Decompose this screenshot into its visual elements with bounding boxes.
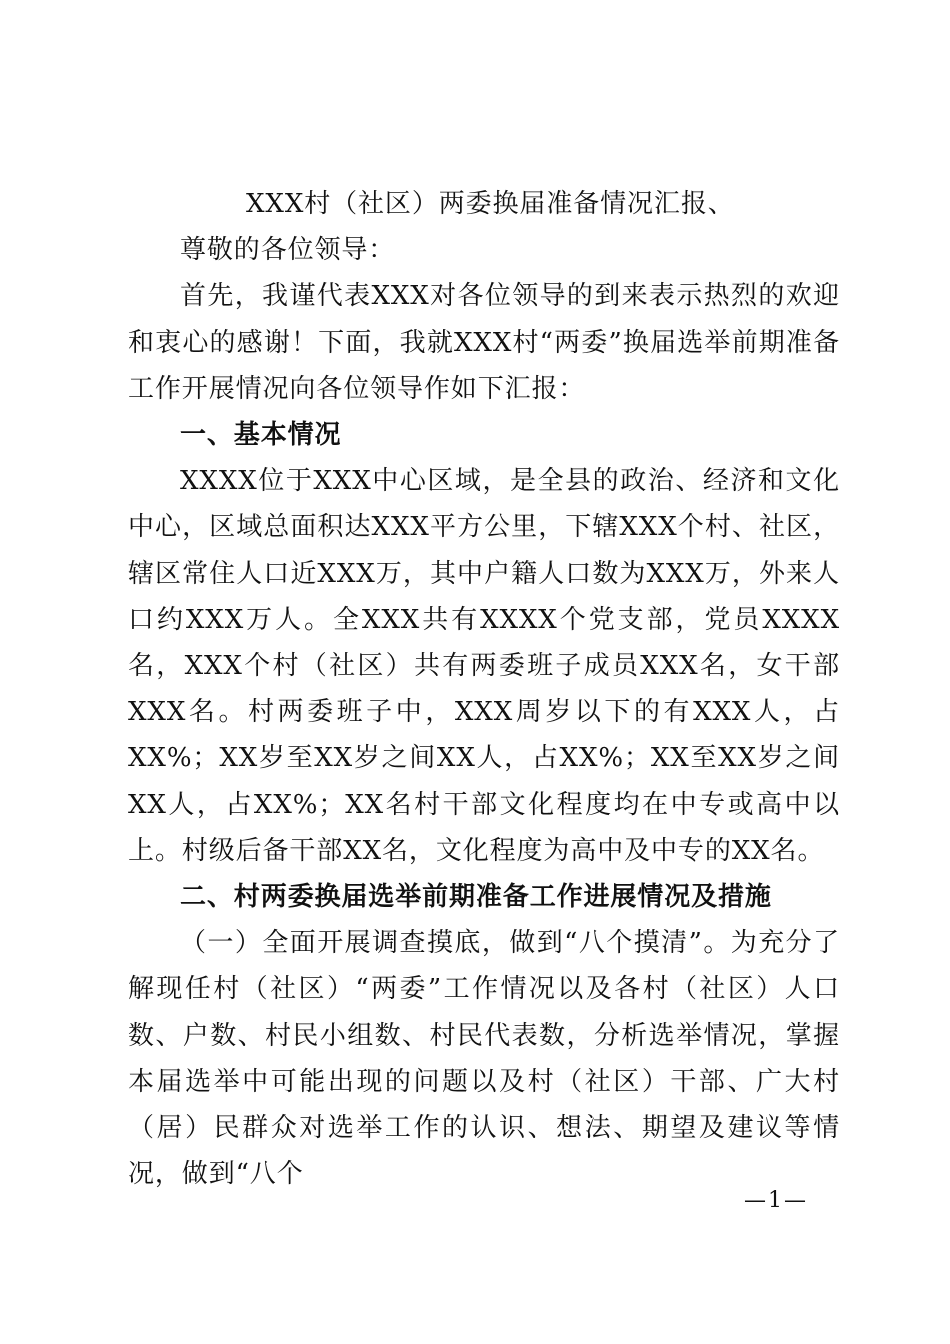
salutation: 尊敬的各位领导：	[180, 235, 396, 266]
page-number: —1—	[744, 1188, 808, 1213]
intro-paragraph: 首先，我谨代表XXX对各位领导的到来表示热烈的欢迎和衷心的感谢！下面，我就XXX村“两委”换届选举前期准备工作开展情况向各位领导作如下汇报：	[128, 281, 840, 404]
section-heading-preparation-progress: 二、村两委换届选举前期准备工作进展情况及措施	[180, 882, 772, 913]
document-body	[128, 181, 840, 1197]
section-heading-basic-situation: 一、基本情况	[180, 420, 342, 451]
preparation-progress-paragraph: （一）全面开展调查摸底，做到“八个摸清”。为充分了解现任村（社区）“两委”工作情况以及各村（社区）人口数、户数、村民小组数、村民代表数，分析选举情况，掌握本届选举中可能出现的问题以及村（社区）干部、广大村（居）民群众对选举工作的认识、想法、期望及建议等情况，做到“八个	[128, 928, 840, 1190]
basic-situation-paragraph: XXXX位于XXX中心区域，是全县的政治、经济和文化中心，区域总面积达XXX平方公里，下辖XXX个村、社区，辖区常住人口近XXX万，其中户籍人口数为XXX万，外来人口约XXX万人。全XXX共有XXXX个党支部，党员XXXX名，XXX个村（社区）共有两委班子成员XXX名，女干部XXX名。村两委班子中，XXX周岁以下的有XXX人，占XX%；XX岁至XX岁之间XX人，占XX%；XX至XX岁之间XX人，占XX%；XX名村干部文化程度均在中专或高中以上。村级后备干部XX名，文化程度为高中及中专的XX名。	[128, 466, 840, 866]
document-title: XXX村（社区）两委换届准备情况汇报、	[246, 189, 735, 219]
